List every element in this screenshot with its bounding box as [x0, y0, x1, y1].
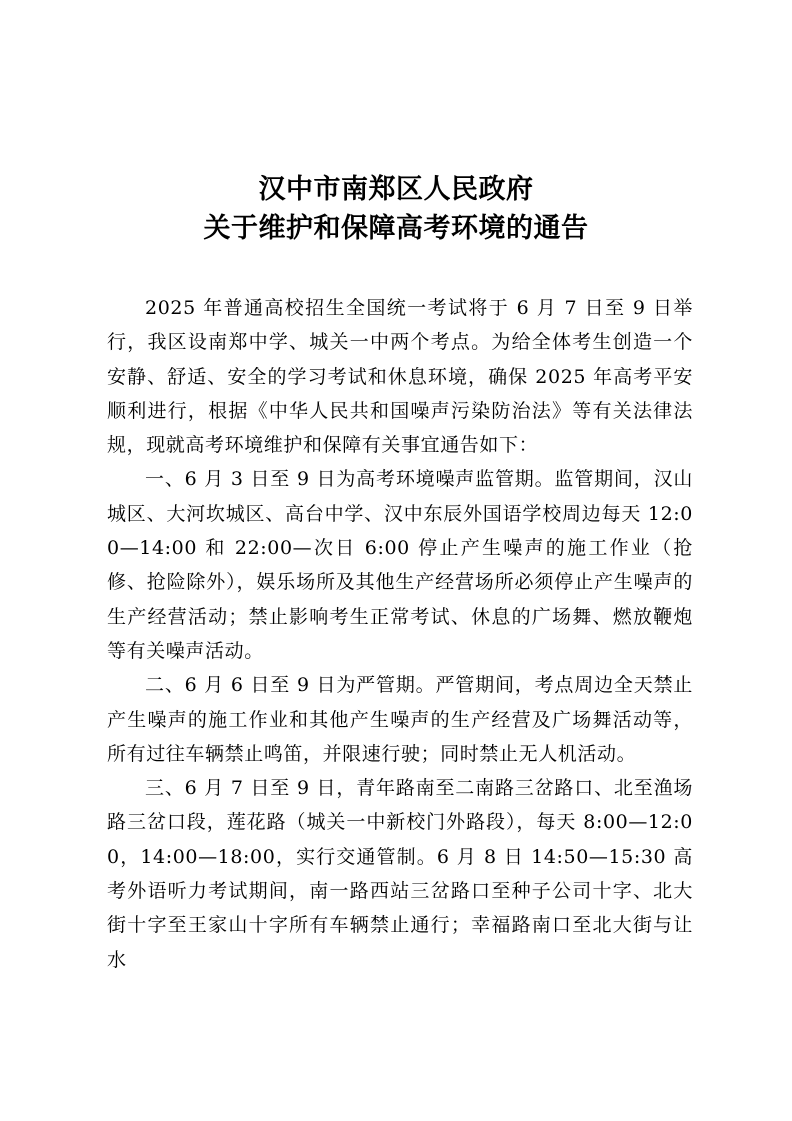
- paragraph-item-2: 二、6 月 6 日至 9 日为严管期。严管期间，考点周边全天禁止产生噪声的施工作业和其他产生噪声的生产经营及广场舞活动等，所有过往车辆禁止鸣笛，并限速行驶；同时禁止无人机活动。: [107, 674, 693, 765]
- paragraph-item-1: 一、6 月 3 日至 9 日为高考环境噪声监管期。监管期间，汉山城区、大河坎城区、高台中学、汉中东辰外国语学校周边每天 12:00—14:00 和 22:00—次日 6:00 停止产生噪声的施工作业（抢修、抢险除外），娱乐场所及其他生产经营场所必须停止产生噪声的生产经营活动；禁止影响考生正常考试、休息的广场舞、燃放鞭炮等有关噪声活动。: [107, 468, 693, 662]
- document-title-line-2: 关于维护和保障高考环境的通告: [203, 213, 589, 244]
- paragraph-intro: 2025 年普通高校招生全国统一考试将于 6 月 7 日至 9 日举行，我区设南郑中学、城关一中两个考点。为给全体考生创造一个安静、舒适、安全的学习考试和休息环境，确保 2025 年高考平安顺利进行，根据《中华人民共和国噪声污染防治法》等有关法律法规，现就高考环境维护和保障有关事宜通告如下：: [107, 297, 693, 457]
- document-body: [107, 291, 693, 977]
- paragraph-item-3: 三、6 月 7 日至 9 日，青年路南至二南路三岔路口、北至渔场路三岔口段，莲花路（城关一中新校门外路段），每天 8:00—12:00，14:00—18:00，实行交通管制。6 月 8 日 14:50—15:30 高考外语听力考试期间，南一路西站三岔路口至种子公司十字、北大街十字至王家山十字所有车辆禁止通行；幸福路南口至北大街与让水: [107, 777, 693, 971]
- document-title-line-1: 汉中市南郑区人民政府: [258, 174, 534, 205]
